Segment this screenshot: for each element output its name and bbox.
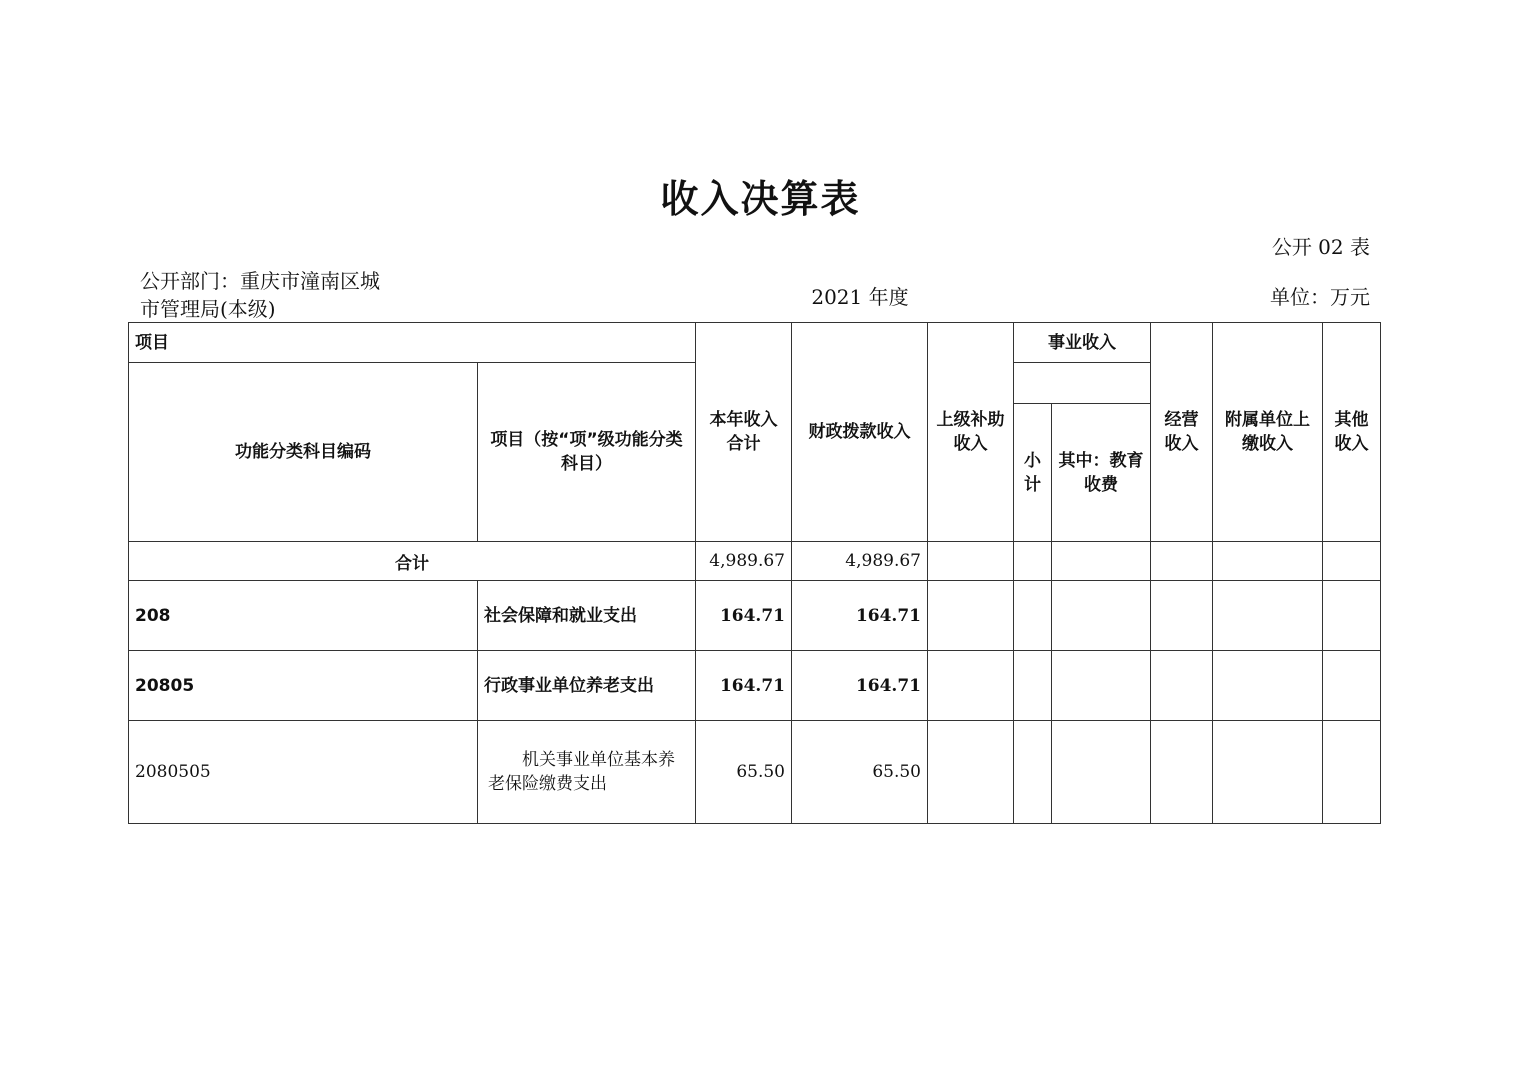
row-fiscal: 65.50 xyxy=(792,721,928,824)
row-name: 行政事业单位养老支出 xyxy=(478,651,696,721)
department-line-2: 市管理局(本级) xyxy=(140,297,276,321)
row-total-income: 164.71 xyxy=(696,651,792,721)
header-subtotal: 小计 xyxy=(1014,404,1052,542)
total-income-value: 4,989.67 xyxy=(696,542,792,581)
row-total-income: 164.71 xyxy=(696,581,792,651)
total-fiscal-value: 4,989.67 xyxy=(792,542,928,581)
income-table xyxy=(128,322,1381,824)
header-fiscal: 财政拨款收入 xyxy=(792,323,928,542)
department-line-1: 公开部门：重庆市潼南区城 xyxy=(140,269,380,293)
row-fiscal: 164.71 xyxy=(792,651,928,721)
row-total-income: 65.50 xyxy=(696,721,792,824)
table-row xyxy=(129,721,1381,824)
row-fiscal: 164.71 xyxy=(792,581,928,651)
table-row xyxy=(129,651,1381,721)
header-education-fee: 其中：教育收费 xyxy=(1052,404,1151,542)
form-number: 公开 02 表 xyxy=(1271,235,1370,259)
header-item-name: 项目（按“项”级功能分类科目） xyxy=(478,363,696,542)
table-row-total xyxy=(129,542,1381,581)
table-row xyxy=(129,581,1381,651)
header-project: 项目 xyxy=(129,323,696,363)
header-total-income: 本年收入合计 xyxy=(696,323,792,542)
row-name: 社会保障和就业支出 xyxy=(478,581,696,651)
unit-label: 单位：万元 xyxy=(1270,285,1370,309)
header-superior-subsidy: 上级补助收入 xyxy=(928,323,1014,542)
header-operating-income: 经营收入 xyxy=(1151,323,1213,542)
row-name: 机关事业单位基本养老保险缴费支出 xyxy=(478,721,696,824)
row-code: 208 xyxy=(129,581,478,651)
row-code: 2080505 xyxy=(129,721,478,824)
department-info xyxy=(140,267,430,323)
fiscal-year: 2021 年度 xyxy=(811,285,909,309)
header-business-income-spacer xyxy=(1014,363,1151,404)
header-business-income: 事业收入 xyxy=(1014,323,1151,363)
header-other-income: 其他收入 xyxy=(1323,323,1381,542)
row-code: 20805 xyxy=(129,651,478,721)
header-affiliate-income: 附属单位上缴收入 xyxy=(1213,323,1323,542)
total-label: 合计 xyxy=(129,542,696,581)
header-func-code: 功能分类科目编码 xyxy=(129,363,478,542)
table-title: 收入决算表 xyxy=(660,177,861,221)
